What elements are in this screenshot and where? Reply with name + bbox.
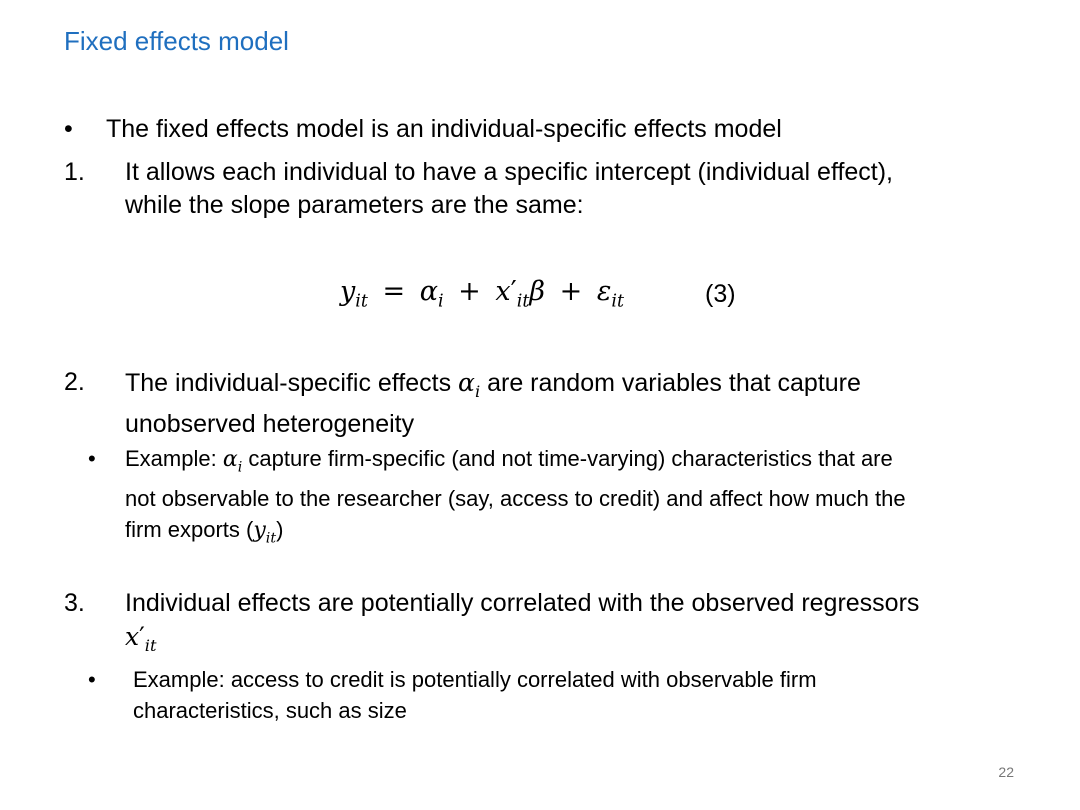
list-number-3: 3. bbox=[64, 589, 85, 617]
list-number-1: 1. bbox=[64, 158, 85, 186]
eq-lhs-sub: it bbox=[355, 291, 368, 312]
equation-number: (3) bbox=[705, 280, 736, 308]
eq-plus-1: + bbox=[458, 276, 481, 307]
equation-3 bbox=[340, 276, 624, 311]
list-item-3-line2 bbox=[125, 620, 919, 662]
example-line1 bbox=[125, 443, 906, 483]
eq-lhs: y bbox=[340, 276, 356, 307]
eq-alpha-sub: i bbox=[437, 291, 444, 312]
eq-alpha: α bbox=[419, 276, 438, 307]
example-line1-post: capture firm-specific (and not time-varying) characteristics that are bbox=[248, 446, 893, 471]
sub-bullet-marker: • bbox=[88, 667, 96, 692]
eq-prime: ′ bbox=[510, 276, 517, 307]
example-line3 bbox=[125, 514, 906, 554]
slide-title: Fixed effects model bbox=[64, 26, 289, 56]
list-item-1-line2: while the slope parameters are the same: bbox=[125, 191, 584, 219]
example-line3-post: ) bbox=[276, 517, 284, 543]
x-letter: x bbox=[125, 622, 140, 651]
list-item-2-line2: unobserved heterogeneity bbox=[125, 410, 415, 438]
list-item-1-line1: It allows each individual to have a specific intercept (individual effect), bbox=[125, 158, 894, 186]
y-letter: y bbox=[253, 518, 266, 544]
alpha-sub: i bbox=[474, 382, 481, 401]
list-item-2-example-text bbox=[125, 443, 906, 555]
eq-beta: β bbox=[529, 276, 546, 307]
y-sub: it bbox=[265, 530, 277, 547]
list-item-2-line1-post: are random variables that capture bbox=[487, 369, 861, 397]
example-3-line1: Example: access to credit is potentially correlated with observable firm bbox=[133, 667, 817, 692]
alpha-symbol bbox=[222, 447, 243, 476]
example-label: Example: bbox=[125, 446, 217, 471]
list-item-3-text bbox=[125, 587, 919, 662]
intro-bullet-text: The fixed effects model is an individual-specific effects model bbox=[106, 115, 782, 143]
list-item-2-text bbox=[125, 366, 861, 441]
eq-epsilon: ε bbox=[596, 276, 612, 307]
x-prime-symbol bbox=[125, 622, 157, 655]
alpha-letter: α bbox=[222, 447, 238, 472]
alpha-sub: i bbox=[237, 459, 243, 476]
list-item-3-example-text bbox=[133, 664, 817, 726]
eq-epsilon-sub: it bbox=[611, 291, 624, 312]
example-3-line2: characteristics, such as size bbox=[133, 698, 407, 723]
eq-equals: = bbox=[382, 276, 406, 307]
eq-x: x bbox=[495, 276, 511, 307]
list-item-2-line1-pre: The individual-specific effects bbox=[125, 369, 452, 397]
example-line3-pre: firm exports ( bbox=[125, 517, 254, 543]
eq-x-sub: it bbox=[516, 291, 530, 312]
list-number-2: 2. bbox=[64, 368, 85, 396]
list-item-3-line1: Individual effects are potentially correlated with the observed regressors bbox=[125, 589, 920, 617]
sub-bullet-marker: • bbox=[88, 446, 96, 471]
alpha-symbol bbox=[458, 368, 481, 401]
list-item-2-line1 bbox=[125, 366, 861, 408]
x-sub: it bbox=[144, 636, 157, 655]
eq-plus-2: + bbox=[559, 276, 583, 307]
y-symbol bbox=[253, 518, 277, 547]
list-item-1-text bbox=[125, 156, 893, 222]
alpha-letter: α bbox=[458, 368, 475, 397]
page-number: 22 bbox=[998, 764, 1014, 780]
example-line2: not observable to the researcher (say, access to credit) and affect how much the bbox=[125, 486, 906, 512]
prime-mark: ′ bbox=[139, 622, 145, 651]
bullet-marker: • bbox=[64, 115, 73, 143]
